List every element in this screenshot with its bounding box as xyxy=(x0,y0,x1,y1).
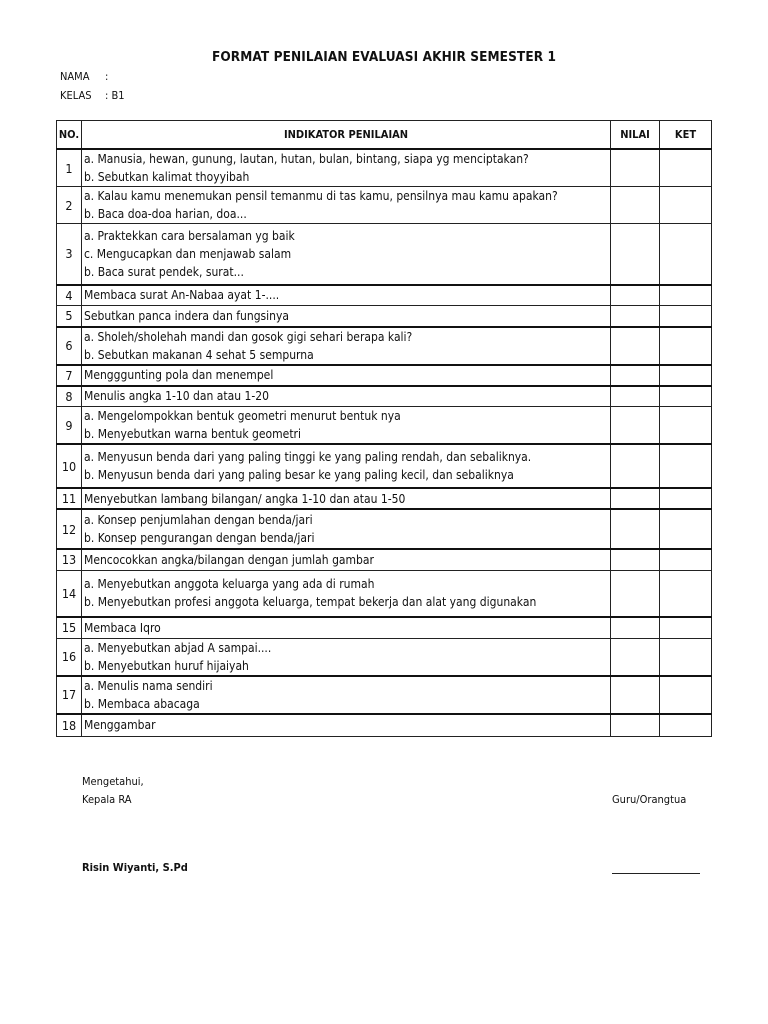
row-number: 3 xyxy=(57,224,82,285)
table-row xyxy=(57,224,712,285)
table-row xyxy=(57,407,712,445)
ket-cell[interactable] xyxy=(660,149,712,187)
header-ket: KET xyxy=(660,121,712,150)
nilai-cell[interactable] xyxy=(611,444,660,488)
table-row xyxy=(57,617,712,638)
kelas-label: KELAS xyxy=(60,89,92,102)
indikator-line: Mengggunting pola dan menempel xyxy=(84,368,274,382)
table-row xyxy=(57,187,712,224)
indikator-cell xyxy=(82,676,611,714)
indikator-cell xyxy=(82,549,611,570)
nilai-cell[interactable] xyxy=(611,365,660,386)
row-number: 7 xyxy=(57,365,82,386)
table-row xyxy=(57,327,712,365)
indikator-line: b. Baca surat pendek, surat... xyxy=(84,264,244,279)
indikator-line: a. Menyebutkan anggota keluarga yang ada di rumah xyxy=(84,577,375,592)
nama-field xyxy=(60,70,108,83)
indikator-line: Membaca surat An-Nabaa ayat 1-.... xyxy=(84,288,280,303)
indikator-cell xyxy=(82,149,611,187)
nilai-cell[interactable] xyxy=(611,509,660,549)
table-row xyxy=(57,149,712,187)
indikator-line: Menggambar xyxy=(84,718,156,733)
indikator-cell xyxy=(82,306,611,327)
row-number: 14 xyxy=(57,570,82,617)
table-row xyxy=(57,509,712,549)
ket-cell[interactable] xyxy=(660,407,712,445)
row-number: 11 xyxy=(57,488,82,509)
indikator-line: a. Menyusun benda dari yang paling tinggi ke yang paling rendah, dan sebaliknya. xyxy=(84,450,532,464)
indikator-cell xyxy=(82,570,611,617)
indikator-line: b. Menyebutkan profesi anggota keluarga, tempat bekerja dan alat yang digunakan xyxy=(84,595,537,610)
table-row xyxy=(57,638,712,676)
ket-cell[interactable] xyxy=(660,638,712,676)
nilai-cell[interactable] xyxy=(611,187,660,224)
indikator-line: a. Sholeh/sholehah mandi dan gosok gigi sehari berapa kali? xyxy=(84,329,413,344)
indikator-line: a. Konsep penjumlahan dengan benda/jari xyxy=(84,513,313,527)
row-number: 8 xyxy=(57,386,82,407)
table-row xyxy=(57,306,712,327)
indikator-cell xyxy=(82,444,611,488)
table-row xyxy=(57,676,712,714)
row-number: 15 xyxy=(57,617,82,638)
nilai-cell[interactable] xyxy=(611,549,660,570)
row-number: 9 xyxy=(57,407,82,445)
nilai-cell[interactable] xyxy=(611,714,660,737)
nilai-cell[interactable] xyxy=(611,285,660,306)
nilai-cell[interactable] xyxy=(611,676,660,714)
indikator-line: b. Menyebutkan huruf hijaiyah xyxy=(84,658,249,673)
nilai-cell[interactable] xyxy=(611,386,660,407)
indikator-line: Mencocokkan angka/bilangan dengan jumlah gambar xyxy=(84,552,374,567)
row-number: 17 xyxy=(57,676,82,714)
row-number: 12 xyxy=(57,509,82,549)
indikator-cell xyxy=(82,714,611,737)
indikator-line: a. Manusia, hewan, gunung, lautan, hutan, bulan, bintang, siapa yg menciptakan? xyxy=(84,152,529,166)
indikator-cell xyxy=(82,407,611,445)
nilai-cell[interactable] xyxy=(611,407,660,445)
ket-cell[interactable] xyxy=(660,714,712,737)
ket-cell[interactable] xyxy=(660,187,712,224)
document-title: FORMAT PENILAIAN EVALUASI AKHIR SEMESTER 1 xyxy=(211,49,557,65)
ket-cell[interactable] xyxy=(660,549,712,570)
indikator-line: b. Menyebutkan warna bentuk geometri xyxy=(84,427,301,441)
assessment-table xyxy=(56,120,712,737)
header-indikator: INDIKATOR PENILAIAN xyxy=(82,121,611,150)
row-number: 6 xyxy=(57,327,82,365)
ket-cell[interactable] xyxy=(660,676,712,714)
row-number: 5 xyxy=(57,306,82,327)
kelas-value: : B1 xyxy=(105,89,125,102)
table-header-row xyxy=(57,121,712,150)
ket-cell[interactable] xyxy=(660,509,712,549)
nilai-cell[interactable] xyxy=(611,327,660,365)
row-number: 18 xyxy=(57,714,82,737)
indikator-line: a. Menyebutkan abjad A sampai.... xyxy=(84,640,272,655)
indikator-line: a. Menulis nama sendiri xyxy=(84,678,213,693)
indikator-cell xyxy=(82,638,611,676)
indikator-line: b. Konsep pengurangan dengan benda/jari xyxy=(84,531,315,545)
indikator-line: Sebutkan panca indera dan fungsinya xyxy=(84,308,290,323)
ket-cell[interactable] xyxy=(660,617,712,638)
indikator-cell xyxy=(82,365,611,386)
table-row xyxy=(57,285,712,306)
kelas-field xyxy=(60,89,125,102)
indikator-cell xyxy=(82,488,611,509)
indikator-cell xyxy=(82,285,611,306)
table-row xyxy=(57,386,712,407)
indikator-line: Membaca Iqro xyxy=(84,620,161,635)
row-number: 16 xyxy=(57,638,82,676)
ket-cell[interactable] xyxy=(660,224,712,285)
table-row xyxy=(57,570,712,617)
table-row xyxy=(57,365,712,386)
mengetahui-label: Mengetahui, xyxy=(82,775,144,788)
nilai-cell[interactable] xyxy=(611,224,660,285)
indikator-line: c. Mengucapkan dan menjawab salam xyxy=(84,246,292,261)
indikator-line: Menyebutkan lambang bilangan/ angka 1-10 dan atau 1-50 xyxy=(84,491,406,506)
row-number: 2 xyxy=(57,187,82,224)
indikator-cell xyxy=(82,327,611,365)
indikator-line: b. Membaca abacaga xyxy=(84,696,200,711)
indikator-line: Menulis angka 1-10 dan atau 1-20 xyxy=(84,389,269,404)
ket-cell[interactable] xyxy=(660,327,712,365)
nilai-cell[interactable] xyxy=(611,570,660,617)
table-row xyxy=(57,714,712,737)
nilai-cell[interactable] xyxy=(611,149,660,187)
row-number: 13 xyxy=(57,549,82,570)
nama-value: : xyxy=(105,70,109,83)
guru-label: Guru/Orangtua xyxy=(612,793,687,806)
ket-cell[interactable] xyxy=(660,306,712,327)
indikator-line: a. Kalau kamu menemukan pensil temanmu di tas kamu, pensilnya mau kamu apakan? xyxy=(84,189,558,203)
indikator-cell xyxy=(82,617,611,638)
signer-name: Risin Wiyanti, S.Pd xyxy=(82,861,188,874)
nilai-cell[interactable] xyxy=(611,306,660,327)
indikator-line: b. Baca doa-doa harian, doa... xyxy=(84,207,247,221)
ket-cell[interactable] xyxy=(660,386,712,407)
ket-cell[interactable] xyxy=(660,444,712,488)
kepala-label: Kepala RA xyxy=(82,793,132,806)
nilai-cell[interactable] xyxy=(611,488,660,509)
signature-line xyxy=(612,873,700,874)
indikator-cell xyxy=(82,509,611,549)
indikator-line: b. Menyusun benda dari yang paling besar ke yang paling kecil, dan sebaliknya xyxy=(84,468,514,482)
indikator-line: b. Sebutkan kalimat thoyyibah xyxy=(84,170,250,184)
indikator-cell xyxy=(82,224,611,285)
table-row xyxy=(57,444,712,488)
indikator-cell xyxy=(82,386,611,407)
header-no: NO. xyxy=(57,121,82,150)
indikator-line: b. Sebutkan makanan 4 sehat 5 sempurna xyxy=(84,347,314,362)
table-body xyxy=(57,149,712,737)
table-row xyxy=(57,549,712,570)
indikator-cell xyxy=(82,187,611,224)
indikator-line: a. Praktekkan cara bersalaman yg baik xyxy=(84,228,295,243)
ket-cell[interactable] xyxy=(660,488,712,509)
header-nilai: NILAI xyxy=(611,121,660,150)
row-number: 10 xyxy=(57,444,82,488)
ket-cell[interactable] xyxy=(660,365,712,386)
nilai-cell[interactable] xyxy=(611,617,660,638)
row-number: 4 xyxy=(57,285,82,306)
table-row xyxy=(57,488,712,509)
ket-cell[interactable] xyxy=(660,570,712,617)
ket-cell[interactable] xyxy=(660,285,712,306)
nilai-cell[interactable] xyxy=(611,638,660,676)
indikator-line: a. Mengelompokkan bentuk geometri menurut bentuk nya xyxy=(84,409,401,423)
row-number: 1 xyxy=(57,149,82,187)
nama-label: NAMA xyxy=(60,70,90,83)
